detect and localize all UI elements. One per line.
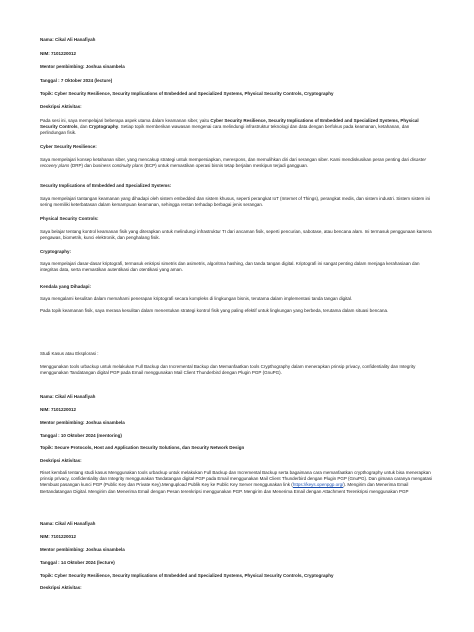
s1-physical-heading: Physical Security Controls:	[40, 216, 99, 221]
s1-crypto-heading: Cryptography:	[40, 249, 72, 254]
openpgp-keyserver-link[interactable]: https://keys.openpgp.org/	[292, 482, 344, 488]
s3-topik: Topik: Cyber Security Resilience, Security Implications of Embedded and Specialized Systems, Physical Security Controls, Cryptography	[40, 573, 334, 578]
s1-resilience-e: (BCP) untuk memastikan operasi bisnis tetap berjalan meskipun terjadi gangguan.	[143, 163, 309, 169]
s1-resilience-d: business continuity plans	[93, 163, 144, 169]
s3-nim: NIM: 7101220012	[40, 534, 77, 539]
s1-topik: Topik: Cyber Security Resilience, Security Implications of Embedded and Specialized Systems, Physical Security Controls, Cryptography	[40, 91, 334, 96]
s3-tanggal: Tanggal : 14 Oktober 2024 (lecture)	[40, 560, 115, 565]
s1-intro-c: , dan	[77, 124, 89, 130]
s1-kendala-heading: Kendala yang Dihadapi:	[40, 284, 92, 289]
s2-body-b: ). Mengirim dan Menerima Email Bertandatangan Digital. Mengirim dan Menerima Email dengan Pesan terenkripsi menggunakan PGP. Mengirim dan Menerima Email dengan Attachment Terenkripsi menggunakan PGP	[40, 482, 409, 494]
s2-body-paragraph	[40, 470, 436, 495]
s2-nim: NIM: 7101220012	[40, 407, 77, 412]
s3-mentor: Mentor pembimbing: Joshua sinambela	[40, 547, 125, 552]
s1-mentor: Mentor pembimbing: Joshua sinambela	[40, 64, 125, 69]
s1-deskripsi-heading: Deskripsi Aktivitas:	[40, 104, 82, 109]
s3-nama: Nama: Cikal Ali Hanafiyah	[40, 521, 96, 526]
s2-mentor: Mentor pembimbing: Joshua sinambela	[40, 420, 125, 425]
s2-deskripsi-heading: Deskripsi Aktivitas:	[40, 458, 82, 463]
studi-kasus-body: Menggunakan tools urbackup untuk melakukan Full Backup dan Incremental Backup dan Memanfaatkan tools Crypthography dalam menerapkan prinsip privacy, confidentiality dan Integrity menggunakan Tandatangan digital PGP pada Email menggunakan Mail Client Thunderbird dengan Plugin PGP (GnuPG).	[40, 364, 416, 376]
s1-crypto-paragraph: Saya mempelajari dasar-dasar kriptografi, termasuk enkripsi simetris dan asimetris, algoritma hashing, dan tanda tangan digital. Kriptografi ini sangat penting dalam menjaga kerahasiaan dan integritas data, serta memastikan autentikasi dan otentikasi yang aman.	[40, 261, 420, 273]
s1-embedded-paragraph: Saya mempelajari tantangan keamanan yang dihadapi oleh sistem embedded dan sistem khusus, seperti perangkat IoT (Internet of Things), perangkat medis, dan sistem industri. Sistem sistem ini sering memiliki keterbatasan dalam kemampuan keamanan, sehingga rentan terhadap berbagai jenis serangan.	[40, 196, 431, 208]
s1-kendala-paragraph-2: Pada topik keamanan fisik, saya merasa kesulitan dalam menentukan strategi kontrol fisik yang paling efektif untuk lingkungan yang berbeda, terutama dalam situasi bencana.	[40, 308, 389, 313]
s1-intro-d: Cryptography	[88, 124, 119, 130]
s1-resilience-c: (DRP) dan	[69, 163, 94, 169]
s1-nama: Nama: Cikal Ali Hanafiyah	[40, 37, 96, 42]
s1-nim: NIM: 7101220012	[40, 51, 77, 56]
s2-nama: Nama: Cikal Ali Hanafiyah	[40, 394, 96, 399]
s1-intro-b: Cyber Security Resilience, Security Implications of Embedded and Specialized Systems, Physical Security Controls	[40, 118, 419, 130]
s1-resilience-b: disaster recovery plans	[40, 157, 426, 169]
s1-embedded-heading: Security Implications of Embedded and Specialized Systems:	[40, 183, 172, 188]
s1-intro-a: Pada sesi ini, saya mempelajari beberapa aspek utama dalam keamanan siber, yaitu	[40, 118, 211, 123]
s1-resilience-heading: Cyber Security Resilience:	[40, 144, 97, 149]
studi-kasus-title: Studi Kasus atau Eksplorasi :	[40, 351, 99, 356]
s1-tanggal: Tanggal : 7 Oktober 2024 (lecture)	[40, 78, 113, 83]
s1-intro-e: . Setiap topik memberikan wawasan mengenai cara melindungi infrastruktur teknologi dan data dengan berfokus pada keamanan, ketahanan, dan perlindungan fisik.	[40, 124, 410, 136]
s2-body-a: Riset kembali tentang studi kasus Menggunakan tools urbackup untuk melakukan Full Backup dan Incremental Backup serta bagaimana cara memanfaatkan crypthography untuk bisa menerapkan prinsip privacy, confidentiality dan Integrity menggunakan Tandatangan digital PGP pada Email menggunakan Mail Client Thunderbird dengan Plugin PGP (GnuPG). Dan gimana caranya mengatasi Membuat pasangan kunci PGP (Public Key dan Private Key).Mengupload Publik Key ke Public Key Server menggunakan link (	[40, 470, 433, 488]
s1-resilience-a: Saya mempelajari konsep ketahanan siber, yang mencakup strategi untuk mempersiapkan, merespons, dan memulihkan diri dari serangan siber. Kami mendiskusikan peran penting dari	[40, 157, 411, 162]
s2-tanggal: Tanggal : 10 Oktober 2024 (mentoring)	[40, 433, 122, 438]
s2-topik: Topik: Secure Protocols, Host and Application Security Solutions, dan Security Network Design	[40, 445, 245, 450]
s1-physical-paragraph: Saya belajar tentang kontrol keamanan fisik yang diterapkan untuk melindungi infrastruktur TI dari ancaman fisik, seperti pencurian, sabotase, atau bencana alam. Ini termasuk penggunaan kamera pengawas, biometrik, kunci elektronik, dan penghalang fisik.	[40, 229, 432, 241]
s1-kendala-paragraph-1: Saya mengalami kesulitan dalam memahami penerapan kriptografi secara kompleks di lingkungan bisnis, terutama dalam implementasi tanda tangan digital.	[40, 296, 353, 301]
s1-intro-paragraph	[40, 118, 436, 137]
s3-deskripsi-heading: Deskripsi Aktivitas:	[40, 585, 82, 590]
s1-resilience-paragraph	[40, 157, 436, 169]
